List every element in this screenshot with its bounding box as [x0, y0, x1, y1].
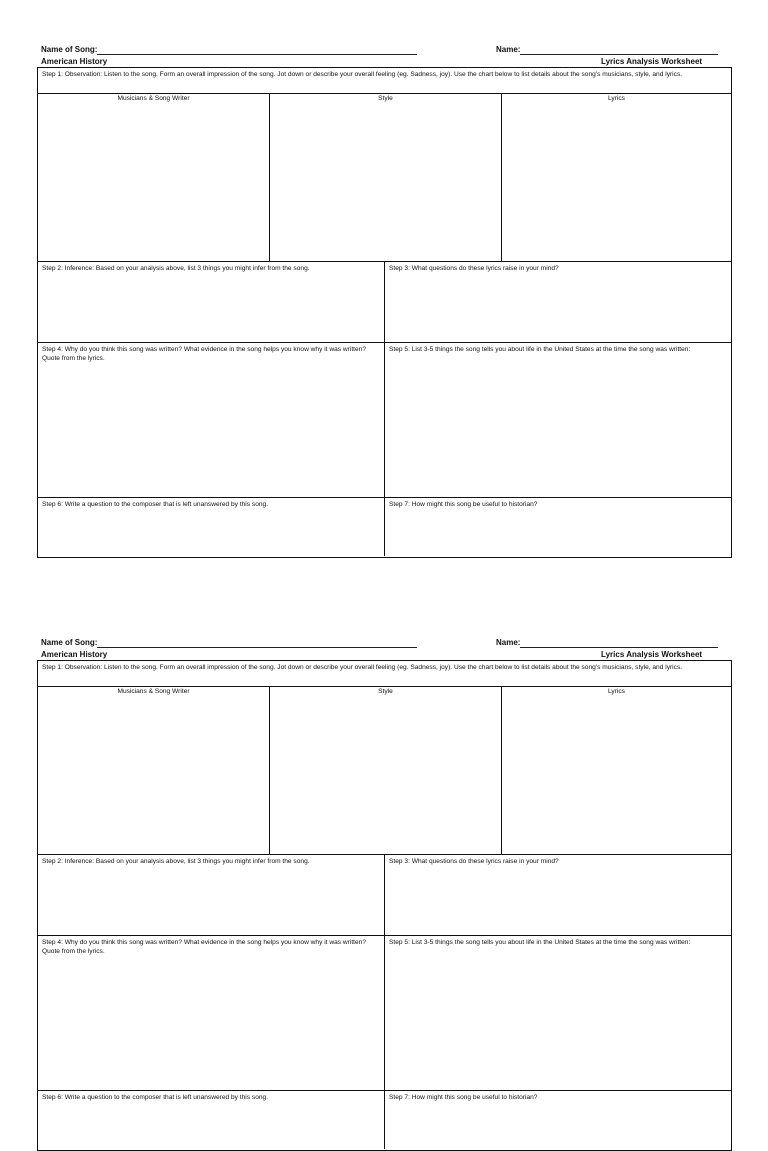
step1-instructions: Step 1: Observation: Listen to the song. Form an overall impression of the song. Jot down or describe your overall feeling (eg. Sadness, joy). Use the chart below to list details about the song's musicians, style, and lyrics. [42, 664, 683, 671]
step3-box[interactable]: Step 3: What questions do these lyrics raise in your mind? [384, 855, 731, 935]
course-title: American History [41, 57, 108, 66]
step7-box[interactable]: Step 7: How might this song be useful to historian? [384, 498, 731, 556]
worksheet-title: Lyrics Analysis Worksheet [601, 57, 703, 66]
course-title: American History [41, 650, 108, 659]
name-of-song-blank[interactable] [97, 638, 417, 648]
step4-box[interactable]: Step 4: Why do you think this song was written? What evidence in the song helps you know why it was written? Quote from the lyrics. [42, 346, 366, 362]
step2-box[interactable]: Step 2: Inference: Based on your analysis above, list 3 things you might infer from the song. [42, 858, 310, 865]
lyrics-column[interactable] [501, 687, 731, 854]
steps-2-3-row [38, 262, 731, 343]
chart-row [38, 687, 731, 855]
name-of-song-field [41, 45, 417, 55]
steps-4-5-row [38, 343, 731, 498]
style-header: Style [378, 688, 393, 695]
lyrics-column[interactable] [501, 94, 731, 261]
step1-instructions: Step 1: Observation: Listen to the song. Form an overall impression of the song. Jot down or describe your overall feeling (eg. Sadness, joy). Use the chart below to list details about the song's musicians, style, and lyrics. [42, 71, 683, 78]
lyrics-header: Lyrics [608, 688, 625, 695]
steps-2-3-row [38, 855, 731, 936]
step2-box[interactable]: Step 2: Inference: Based on your analysis above, list 3 things you might infer from the song. [42, 265, 310, 272]
musicians-header: Musicians & Song Writer [117, 95, 190, 102]
worksheet-title: Lyrics Analysis Worksheet [601, 650, 703, 659]
musicians-header: Musicians & Song Writer [117, 688, 190, 695]
chart-row [38, 94, 731, 262]
student-name-field [496, 45, 718, 55]
step5-box[interactable]: Step 5: List 3-5 things the song tells you about life in the United States at the time the song was written: [384, 343, 731, 497]
musicians-column[interactable] [38, 687, 269, 854]
name-of-song-blank[interactable] [97, 45, 417, 55]
student-name-blank[interactable] [520, 638, 718, 648]
step4-box[interactable]: Step 4: Why do you think this song was written? What evidence in the song helps you know why it was written? Quote from the lyrics. [42, 939, 366, 955]
name-of-song-label: Name of Song: [41, 638, 98, 647]
name-of-song-field [41, 638, 417, 648]
style-header: Style [378, 95, 393, 102]
name-label: Name: [496, 638, 521, 647]
steps-4-5-row [38, 936, 731, 1091]
name-label: Name: [496, 45, 521, 54]
step6-box[interactable]: Step 6: Write a question to the composer that is left unanswered by this song. [42, 1094, 269, 1101]
steps-6-7-row [38, 498, 731, 556]
student-name-blank[interactable] [520, 45, 718, 55]
step6-box[interactable]: Step 6: Write a question to the composer that is left unanswered by this song. [42, 501, 269, 508]
step5-box[interactable]: Step 5: List 3-5 things the song tells you about life in the United States at the time the song was written: [384, 936, 731, 1090]
lyrics-header: Lyrics [608, 95, 625, 102]
musicians-column[interactable] [38, 94, 269, 261]
student-name-field [496, 638, 718, 648]
step1-row [38, 68, 731, 94]
step7-box[interactable]: Step 7: How might this song be useful to historian? [384, 1091, 731, 1149]
worksheet-grid [37, 67, 732, 558]
style-column[interactable] [269, 687, 501, 854]
step3-box[interactable]: Step 3: What questions do these lyrics raise in your mind? [384, 262, 731, 342]
worksheet-grid [37, 660, 732, 1151]
step1-row [38, 661, 731, 687]
steps-6-7-row [38, 1091, 731, 1149]
style-column[interactable] [269, 94, 501, 261]
name-of-song-label: Name of Song: [41, 45, 98, 54]
